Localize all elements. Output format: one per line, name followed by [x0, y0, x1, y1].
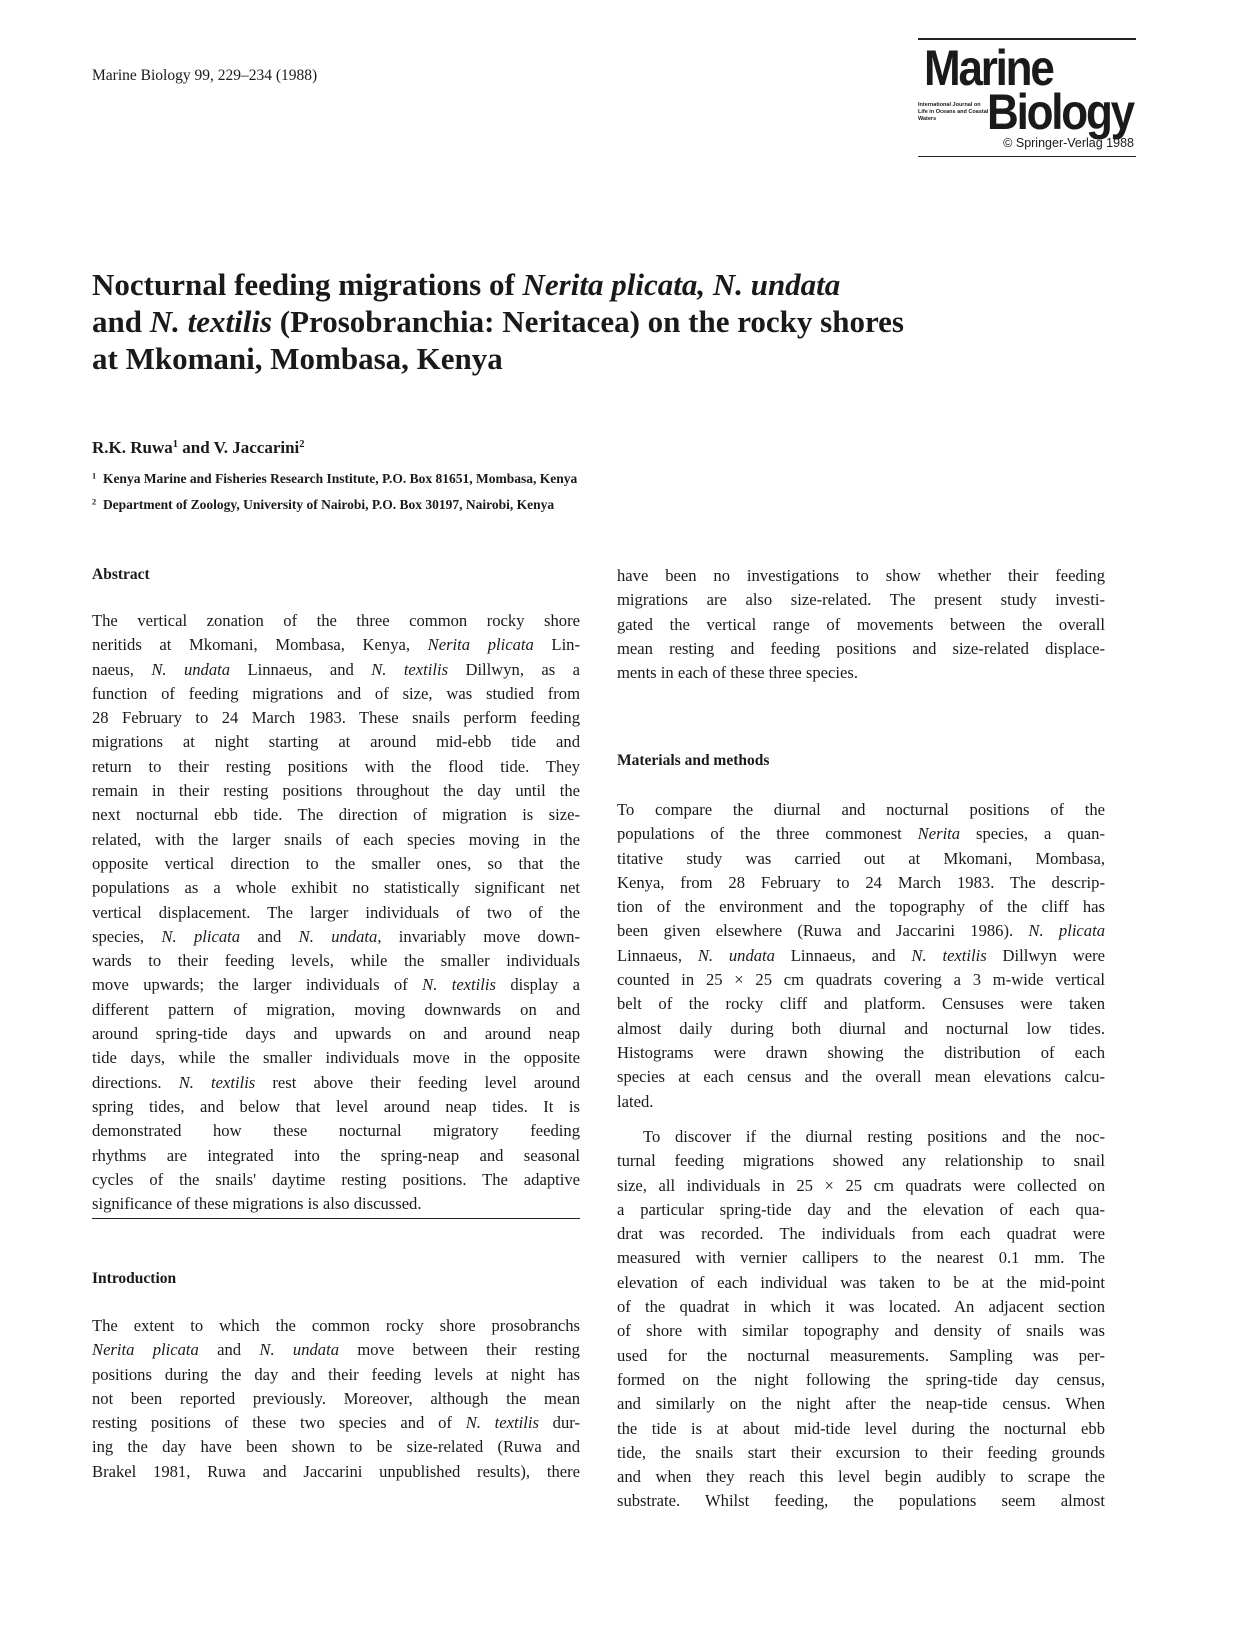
text-line: and when they reach this level begin audibly to scrape the — [617, 1467, 1105, 1487]
logo-marine: Marine — [924, 40, 1053, 96]
text-line: around spring-tide days and upwards on and around neap — [92, 1024, 580, 1044]
text-line: rhythms are integrated into the spring-neap and seasonal — [92, 1145, 580, 1165]
text-line: function of feeding migrations and of size, was studied from — [92, 683, 580, 703]
text-line: elevation of each individual was taken to be at the mid-point — [617, 1272, 1105, 1292]
title-text: (Prosobranchia: Neritacea) on the rocky shores — [272, 304, 904, 339]
text-line: significance of these migrations is also discussed. — [92, 1194, 422, 1214]
text-line: different pattern of migration, moving downwards on and — [92, 999, 580, 1019]
text-line: return to their resting positions with the flood tide. They — [92, 756, 580, 776]
text-line: migrations at night starting at around mid-ebb tide and — [92, 732, 580, 752]
text-line: directions. N. textilis rest above their feeding level around — [92, 1072, 581, 1092]
methods-paragraph-1 — [617, 798, 1105, 1114]
affil-mark: 2 — [92, 497, 97, 507]
text-line: migrations are also size-related. The present study investi- — [617, 590, 1105, 610]
author-separator: and — [178, 438, 214, 457]
text-line: 28 February to 24 March 1983. These snails perform feeding — [92, 708, 580, 728]
text-line: belt of the rocky cliff and platform. Censuses were taken — [617, 994, 1105, 1014]
text-line: a particular spring-tide day and the elevation of each qua- — [617, 1199, 1105, 1219]
text-line: positions during the day and their feeding levels at night has — [92, 1364, 580, 1384]
text-line: ments in each of these three species. — [617, 663, 858, 683]
text-line: substrate. Whilst feeding, the populations seem almost — [617, 1491, 1105, 1511]
text-line: drat was recorded. The individuals from each quadrat were — [617, 1224, 1105, 1244]
text-line: populations of the three commonest Nerita species, a quan- — [617, 824, 1105, 844]
text-line: counted in 25 × 25 cm quadrats covering a 3 m-wide vertical — [617, 970, 1105, 990]
text-line: mean resting and feeding positions and size-related displace- — [617, 638, 1105, 658]
methods-heading: Materials and methods — [617, 752, 770, 769]
title-species: Nerita plicata, N. undata — [522, 267, 841, 302]
text-line: measured with vernier callipers to the nearest 0.1 mm. The — [617, 1248, 1105, 1268]
text-line: ing the day have been shown to be size-related (Ruwa and — [92, 1437, 580, 1457]
text-line: Histograms were drawn showing the distribution of each — [617, 1042, 1105, 1062]
text-line: To discover if the diurnal resting positions and the noc- — [643, 1127, 1105, 1146]
text-line: lated. — [617, 1091, 654, 1111]
text-line: move upwards; the larger individuals of N. textilis display a — [92, 975, 580, 995]
logo-tagline: International Journal on Life in Oceans and Coastal Waters — [918, 102, 989, 122]
text-line: resting positions of these two species and of N. textilis dur- — [92, 1413, 580, 1433]
abstract-heading: Abstract — [92, 566, 150, 583]
author-affil-mark: 2 — [299, 439, 305, 451]
text-line: next nocturnal ebb tide. The direction of migration is size- — [92, 805, 580, 825]
text-line: cycles of the snails' daytime resting positions. The adaptive — [92, 1169, 580, 1189]
text-line: size, all individuals in 25 × 25 cm quadrats were collected on — [617, 1175, 1105, 1195]
text-line: Nerita plicata and N. undata move between their resting — [92, 1340, 580, 1360]
text-line: The extent to which the common rocky shore prosobranchs — [92, 1316, 580, 1335]
text-line: To compare the diurnal and nocturnal positions of the — [617, 800, 1105, 819]
text-line: demonstrated how these nocturnal migratory feeding — [92, 1121, 580, 1141]
text-line: used for the nocturnal measurements. Sampling was per- — [617, 1345, 1105, 1365]
affil-text: Department of Zoology, University of Nairobi, P.O. Box 30197, Nairobi, Kenya — [102, 497, 555, 512]
text-line: populations as a whole exhibit no statistically significant net — [92, 878, 580, 898]
title-text: Nocturnal feeding migrations of — [92, 267, 523, 302]
logo-copyright: © Springer-Verlag 1988 — [1003, 136, 1134, 150]
author-name: R.K. Ruwa — [92, 438, 173, 457]
title-line-1 — [92, 266, 1052, 303]
affil-mark: 1 — [92, 471, 97, 481]
logo-biology: Biology — [987, 84, 1133, 140]
text-line: remain in their resting positions throughout the day until the — [92, 781, 580, 801]
text-line: the tide is at about mid-tide level during the nocturnal ebb — [617, 1418, 1105, 1438]
text-line: of shore with similar topography and density of snails was — [617, 1321, 1105, 1341]
text-line: related, with the larger snails of each species moving in the — [92, 829, 580, 849]
text-line: naeus, N. undata Linnaeus, and N. textilis Dillwyn, as a — [92, 659, 580, 679]
journal-reference: Marine Biology 99, 229–234 (1988) — [92, 67, 318, 84]
author-name: V. Jaccarini — [213, 438, 300, 457]
text-line: wards to their feeding levels, while the smaller individuals — [92, 951, 580, 971]
text-line: The vertical zonation of the three common rocky shore — [92, 611, 580, 630]
affil-text: Kenya Marine and Fisheries Research Institute, P.O. Box 81651, Mombasa, Kenya — [102, 471, 578, 486]
text-line: opposite vertical direction to the smaller ones, so that the — [92, 853, 580, 873]
introduction-heading: Introduction — [92, 1270, 177, 1287]
title-species: N. textilis — [149, 304, 273, 339]
paper-title — [92, 266, 1052, 377]
text-line: of the quadrat in which it was located. An adjacent section — [617, 1297, 1105, 1317]
text-line: turnal feeding migrations showed any relationship to snail — [617, 1151, 1105, 1171]
text-line: Linnaeus, N. undata Linnaeus, and N. textilis Dillwyn were — [617, 945, 1105, 965]
introduction-body — [92, 1314, 580, 1484]
introduction-continued — [617, 564, 1105, 685]
text-line: not been reported previously. Moreover, although the mean — [92, 1388, 580, 1408]
text-line: almost daily during both diurnal and nocturnal low tides. — [617, 1018, 1105, 1038]
affiliation-2 — [92, 497, 554, 513]
title-line-2 — [92, 303, 1052, 340]
text-line: neritids at Mkomani, Mombasa, Kenya, Nerita plicata Lin- — [92, 635, 581, 655]
logo-rule-bottom — [918, 156, 1136, 157]
title-text: and — [92, 304, 150, 339]
abstract-body — [92, 609, 580, 1216]
text-line: species at each census and the overall mean elevations calcu- — [617, 1067, 1105, 1087]
text-line: titative study was carried out at Mkomani, Mombasa, — [617, 848, 1105, 868]
text-line: formed on the night following the spring-tide day census, — [617, 1369, 1105, 1389]
section-divider — [92, 1218, 580, 1219]
text-line: Brakel 1981, Ruwa and Jaccarini unpublished results), there — [92, 1461, 580, 1481]
text-line: tion of the environment and the topography of the cliff has — [617, 897, 1105, 917]
author-affil-mark: 1 — [172, 439, 179, 451]
text-line: tide, the snails start their excursion to their feeding grounds — [617, 1442, 1105, 1462]
text-line: Kenya, from 28 February to 24 March 1983. The descrip- — [617, 872, 1105, 892]
text-line: have been no investigations to show whether their feeding — [617, 566, 1105, 585]
text-line: species, N. plicata and N. undata, invariably move down- — [92, 926, 581, 946]
journal-logo — [918, 38, 1136, 158]
text-line: vertical displacement. The larger individuals of two of the — [92, 902, 580, 922]
text-line: and similarly on the night after the neap-tide census. When — [617, 1394, 1105, 1414]
text-line: tide days, while the smaller individuals move in the opposite — [92, 1048, 580, 1068]
affiliation-1 — [92, 471, 577, 487]
text-line: been given elsewhere (Ruwa and Jaccarini 1986). N. plicata — [617, 921, 1105, 941]
author-list — [92, 438, 305, 458]
text-line: gated the vertical range of movements between the overall — [617, 614, 1105, 634]
methods-paragraph-2 — [617, 1125, 1105, 1514]
text-line: spring tides, and below that level around neap tides. It is — [92, 1096, 580, 1116]
title-line-3: at Mkomani, Mombasa, Kenya — [92, 341, 503, 376]
